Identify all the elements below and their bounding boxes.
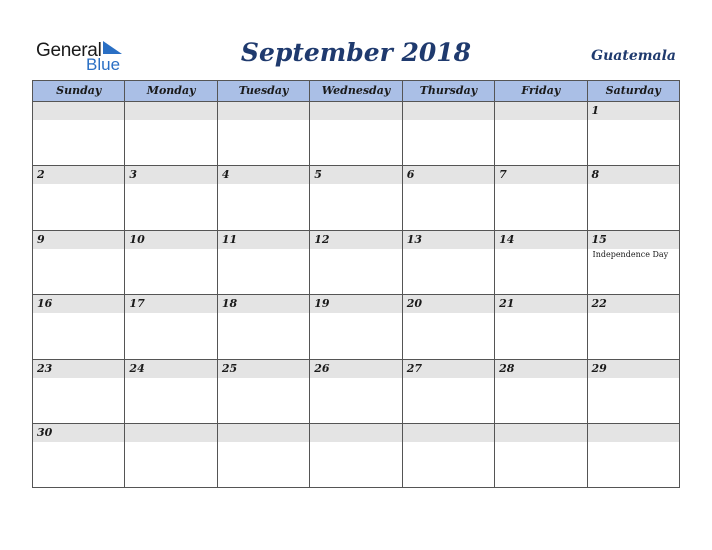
day-number: 6 [406, 168, 415, 182]
day-cell [402, 231, 494, 294]
day-cell [217, 295, 309, 358]
day-number: 7 [499, 168, 507, 182]
weekday-header: Wednesday [309, 81, 401, 101]
day-number: 24 [129, 361, 145, 375]
day-cell [402, 102, 494, 165]
day-number: 26 [314, 361, 330, 375]
day-cell [124, 295, 216, 358]
day-header-band [125, 102, 216, 120]
day-number: 22 [591, 297, 607, 311]
day-cell [217, 102, 309, 165]
day-header-band [33, 102, 124, 120]
day-cell [124, 424, 216, 488]
day-cell [217, 424, 309, 488]
day-cell [309, 360, 401, 423]
day-cell [33, 424, 124, 488]
day-number: 3 [129, 168, 138, 182]
day-cell [587, 166, 679, 229]
day-number: 12 [314, 232, 330, 246]
day-cell [587, 424, 679, 488]
day-header-band [310, 102, 401, 120]
day-number: 16 [37, 297, 53, 311]
weekday-header: Saturday [587, 81, 679, 101]
weekday-header: Sunday [56, 84, 102, 97]
day-cell [309, 166, 401, 229]
day-number: 11 [221, 232, 238, 246]
day-cell [124, 360, 216, 423]
day-number: 18 [221, 297, 238, 311]
day-cell [587, 231, 679, 294]
logo-text-general: General [36, 40, 102, 61]
day-header-band [218, 166, 309, 184]
day-cell [33, 166, 124, 229]
week-row [33, 231, 679, 295]
calendar-title: September 2018 [240, 38, 472, 67]
day-cell [217, 360, 309, 423]
day-header-band [33, 231, 124, 249]
day-number: 17 [129, 297, 145, 311]
day-number: 2 [37, 168, 45, 182]
day-header-band [403, 102, 494, 120]
day-number: 21 [499, 297, 515, 311]
week-row [33, 295, 679, 359]
day-cell [217, 231, 309, 294]
day-cell [124, 166, 216, 229]
day-number: 14 [499, 232, 515, 246]
day-header-band [588, 102, 679, 120]
day-header-band [125, 166, 216, 184]
day-cell [124, 102, 216, 165]
weekday-header: Tuesday [217, 81, 309, 101]
weeks-container [33, 102, 679, 488]
day-number: 27 [406, 361, 422, 375]
weekday-header-row [33, 81, 679, 102]
day-header-band [125, 424, 216, 442]
day-number: 29 [591, 361, 607, 375]
day-header-band [218, 424, 309, 442]
day-cell [309, 424, 401, 488]
day-header-band [403, 424, 494, 442]
day-header-band [310, 166, 401, 184]
week-row [33, 102, 679, 166]
day-number: 15 [591, 232, 607, 246]
day-cell [402, 295, 494, 358]
week-row [33, 360, 679, 424]
day-cell [587, 295, 679, 358]
calendar-grid [32, 80, 680, 488]
day-number: 5 [314, 168, 322, 182]
day-cell [402, 424, 494, 488]
day-number: 13 [406, 232, 422, 246]
day-number: 19 [314, 297, 330, 311]
day-cell [402, 360, 494, 423]
day-number: 9 [37, 232, 45, 246]
day-cell [33, 231, 124, 294]
day-number: 4 [221, 168, 230, 182]
day-cell [33, 360, 124, 423]
day-cell [587, 102, 679, 165]
day-cell [309, 231, 401, 294]
day-header-band [495, 166, 586, 184]
logo-text-blue: Blue [86, 55, 121, 74]
day-cell [494, 295, 586, 358]
day-cell [33, 102, 124, 165]
day-header-band [495, 424, 586, 442]
week-row [33, 166, 679, 230]
day-cell [494, 166, 586, 229]
day-number: 30 [37, 425, 53, 439]
day-header-band [403, 166, 494, 184]
week-row [33, 424, 679, 488]
day-header-band [588, 166, 679, 184]
day-cell [124, 231, 216, 294]
day-header-band [310, 424, 401, 442]
day-number: 20 [406, 297, 422, 311]
day-cell [33, 295, 124, 358]
day-header-band [33, 166, 124, 184]
day-header-band [218, 102, 309, 120]
day-header-band [495, 102, 586, 120]
day-number: 25 [221, 361, 238, 375]
day-number: 1 [591, 104, 600, 117]
day-number: 10 [129, 232, 145, 246]
day-cell [402, 166, 494, 229]
holiday-label: Independence Day [592, 249, 669, 259]
day-cell [309, 102, 401, 165]
day-cell [587, 360, 679, 423]
day-cell [217, 166, 309, 229]
day-cell [309, 295, 401, 358]
day-number: 8 [591, 168, 600, 182]
country-label: Guatemala [591, 48, 676, 64]
day-cell [494, 360, 586, 423]
weekday-header: Friday [494, 81, 586, 101]
day-cell [494, 102, 586, 165]
day-cell [494, 424, 586, 488]
weekday-header: Monday [124, 81, 216, 101]
day-number: 28 [499, 361, 515, 375]
weekday-header: Thursday [402, 81, 494, 101]
day-cell [494, 231, 586, 294]
day-header-band [588, 424, 679, 442]
day-number: 23 [37, 361, 53, 375]
